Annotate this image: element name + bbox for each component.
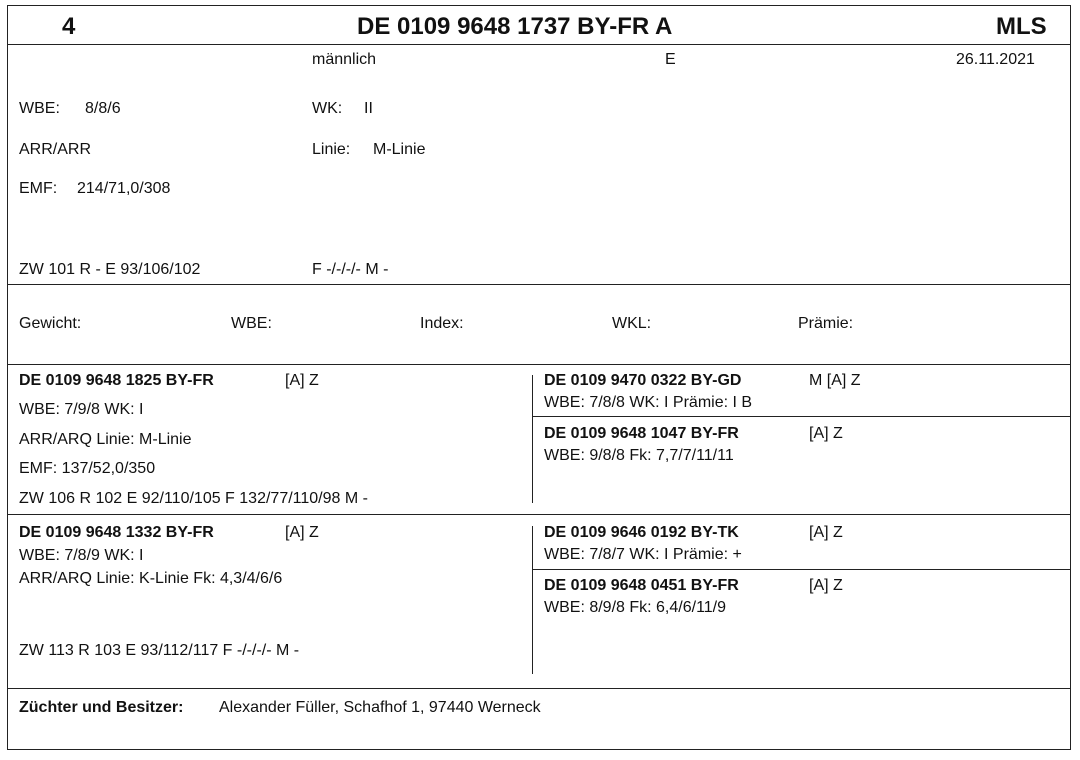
f-values: F -/-/-/- M -	[312, 261, 389, 278]
dam-id: DE 0109 9648 1332 BY-FR	[19, 524, 214, 541]
sire-emf: EMF: 137/52,0/350	[19, 460, 156, 477]
dam-dam-id: DE 0109 9648 0451 BY-FR	[544, 577, 739, 594]
sire-id: DE 0109 9648 1825 BY-FR	[19, 372, 214, 389]
linie-label: Linie:	[312, 141, 351, 158]
dam-sire-tags: [A] Z	[809, 524, 843, 541]
sire-dam-id: DE 0109 9648 1047 BY-FR	[544, 425, 739, 442]
breeder-owner-value: Alexander Füller, Schafhof 1, 97440 Werneck	[219, 699, 541, 716]
praemie-label: Prämie:	[798, 315, 854, 332]
catalog-number: 4	[62, 13, 76, 40]
sire-breeding-value: ZW 106 R 102 E 92/110/105 F 132/77/110/98 M -	[19, 490, 368, 507]
dam-sire-details: WBE: 7/8/7 WK: I Prämie: +	[544, 546, 742, 563]
sire-arr: ARR/ARQ Linie: M-Linie	[19, 431, 192, 448]
linie-value: M-Linie	[373, 141, 426, 158]
gewicht-label: Gewicht:	[19, 315, 82, 332]
rule-header	[7, 44, 1071, 45]
divider-dam	[532, 526, 533, 674]
dam-dam-details: WBE: 8/9/8 Fk: 6,4/6/11/9	[544, 599, 727, 616]
sire-sire-id: DE 0109 9470 0322 BY-GD	[544, 372, 742, 389]
dam-arr: ARR/ARQ Linie: K-Linie Fk: 4,3/4/6/6	[19, 570, 283, 587]
breed-tag: MLS	[996, 13, 1047, 40]
breeder-owner-label: Züchter und Besitzer:	[19, 699, 184, 716]
wbe-label: WBE:	[19, 100, 60, 117]
gender: männlich	[312, 51, 377, 68]
sire-tags: [A] Z	[285, 372, 319, 389]
metric-wbe-label: WBE:	[231, 315, 272, 332]
dam-dam-tags: [A] Z	[809, 577, 843, 594]
arr-genotype: ARR/ARR	[19, 141, 92, 158]
sire-wbe: WBE: 7/9/8 WK: I	[19, 401, 144, 418]
dam-breeding-value: ZW 113 R 103 E 93/112/117 F -/-/-/- M -	[19, 642, 300, 659]
emf-label: EMF:	[19, 180, 58, 197]
sire-sire-details: WBE: 7/8/8 WK: I Prämie: I B	[544, 394, 753, 411]
date: 26.11.2021	[956, 51, 1035, 68]
dam-sire-id: DE 0109 9646 0192 BY-TK	[544, 524, 739, 541]
emf-value: 214/71,0/308	[77, 180, 171, 197]
divider-sire	[532, 375, 533, 503]
rule-dam-block	[7, 688, 1071, 689]
wbe-value: 8/8/6	[85, 100, 121, 117]
rule-sire-block	[7, 514, 1071, 515]
rule-metrics	[7, 364, 1071, 365]
wkl-label: WKL:	[612, 315, 652, 332]
animal-id: DE 0109 9648 1737 BY-FR A	[357, 13, 673, 40]
breeding-value: ZW 101 R - E 93/106/102	[19, 261, 201, 278]
rule-info	[7, 284, 1071, 285]
class-letter: E	[665, 51, 676, 68]
sire-dam-details: WBE: 9/8/8 Fk: 7,7/7/11/11	[544, 447, 734, 464]
dam-wbe: WBE: 7/8/9 WK: I	[19, 547, 144, 564]
sire-dam-tags: [A] Z	[809, 425, 843, 442]
wk-value: II	[364, 100, 373, 117]
rule-dam-grandparents	[532, 569, 1071, 570]
wk-label: WK:	[312, 100, 343, 117]
index-label: Index:	[420, 315, 464, 332]
rule-sire-grandparents	[532, 416, 1071, 417]
dam-tags: [A] Z	[285, 524, 319, 541]
sire-sire-tags: M [A] Z	[809, 372, 861, 389]
